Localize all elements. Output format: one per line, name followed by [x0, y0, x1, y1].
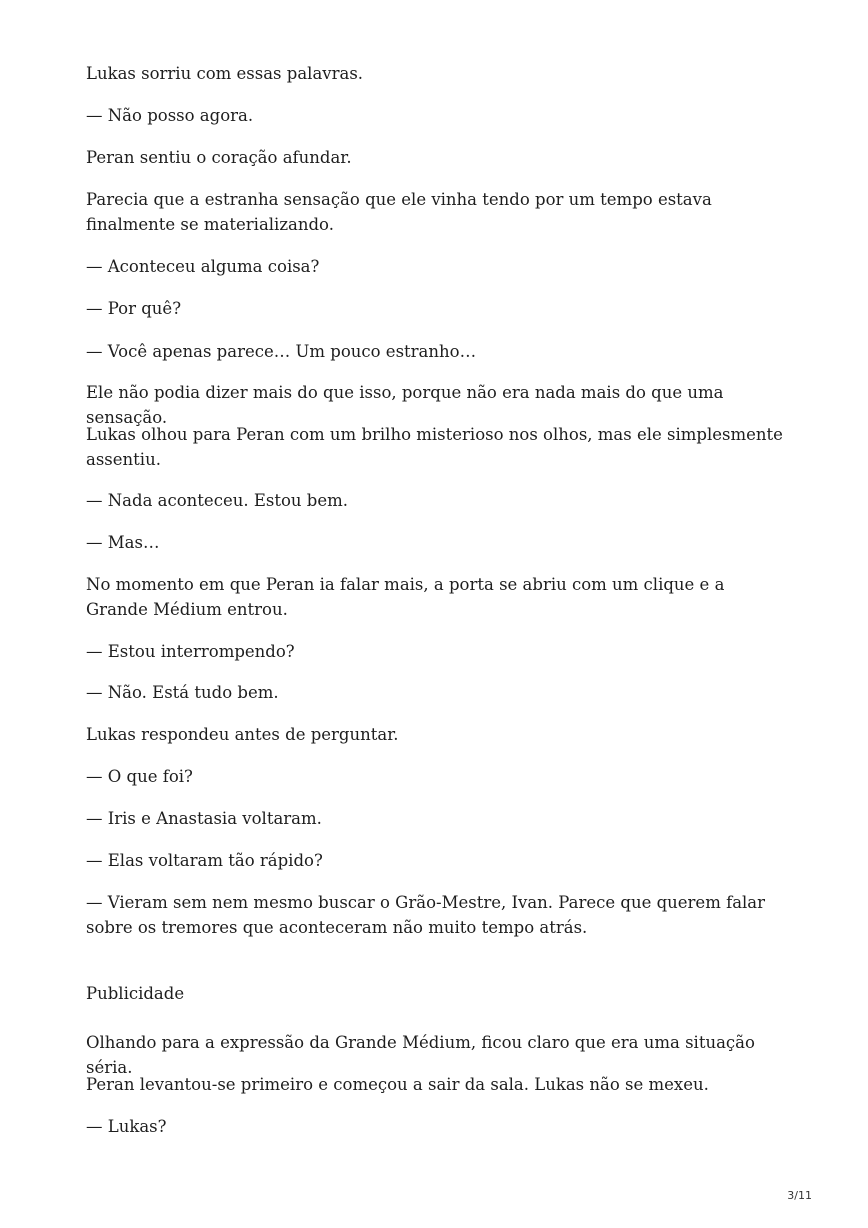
- paragraph-20: Olhando para a expressão da Grande Médium, ficou claro que era uma situação séria.: [86, 1033, 755, 1077]
- paragraph-18: — Elas voltaram tão rápido?: [86, 851, 323, 870]
- paragraph-4: Parecia que a estranha sensação que ele vinha tendo por um tempo estava finalmente se materializando.: [86, 190, 712, 234]
- paragraph-19: — Vieram sem nem mesmo buscar o Grão-Mestre, Ivan. Parece que querem falar sobre os tremores que aconteceram não muito tempo atrás.: [86, 893, 766, 937]
- paragraph-3: Peran sentiu o coração afundar.: [86, 148, 352, 167]
- paragraph-5: — Aconteceu alguma coisa?: [86, 257, 320, 276]
- paragraph-13: — Estou interrompendo?: [86, 642, 295, 661]
- paragraph-14: — Não. Está tudo bem.: [86, 683, 279, 702]
- paragraph-16: — O que foi?: [86, 767, 193, 786]
- paragraph-17: — Iris e Anastasia voltaram.: [86, 809, 322, 828]
- paragraph-2: — Não posso agora.: [86, 106, 254, 125]
- paragraph-12: No momento em que Peran ia falar mais, a porta se abriu com um clique e a Grande Médium entrou.: [86, 575, 725, 619]
- paragraph-6: — Por quê?: [86, 299, 182, 318]
- paragraph-8: Ele não podia dizer mais do que isso, porque não era nada mais do que uma sensação.: [86, 383, 724, 427]
- paragraph-11: — Mas…: [86, 533, 160, 552]
- advertising-label: Publicidade: [86, 984, 185, 1003]
- page-number: 3/11: [787, 1189, 812, 1202]
- paragraph-9: Lukas olhou para Peran com um brilho misterioso nos olhos, mas ele simplesmente assentiu.: [86, 425, 783, 469]
- paragraph-7: — Você apenas parece… Um pouco estranho…: [86, 342, 477, 361]
- paragraph-22: — Lukas?: [86, 1117, 167, 1136]
- paragraph-10: — Nada aconteceu. Estou bem.: [86, 491, 348, 510]
- paragraph-21: Peran levantou-se primeiro e começou a sair da sala. Lukas não se mexeu.: [86, 1075, 709, 1094]
- paragraph-1: Lukas sorriu com essas palavras.: [86, 64, 364, 83]
- paragraph-15: Lukas respondeu antes de perguntar.: [86, 725, 399, 744]
